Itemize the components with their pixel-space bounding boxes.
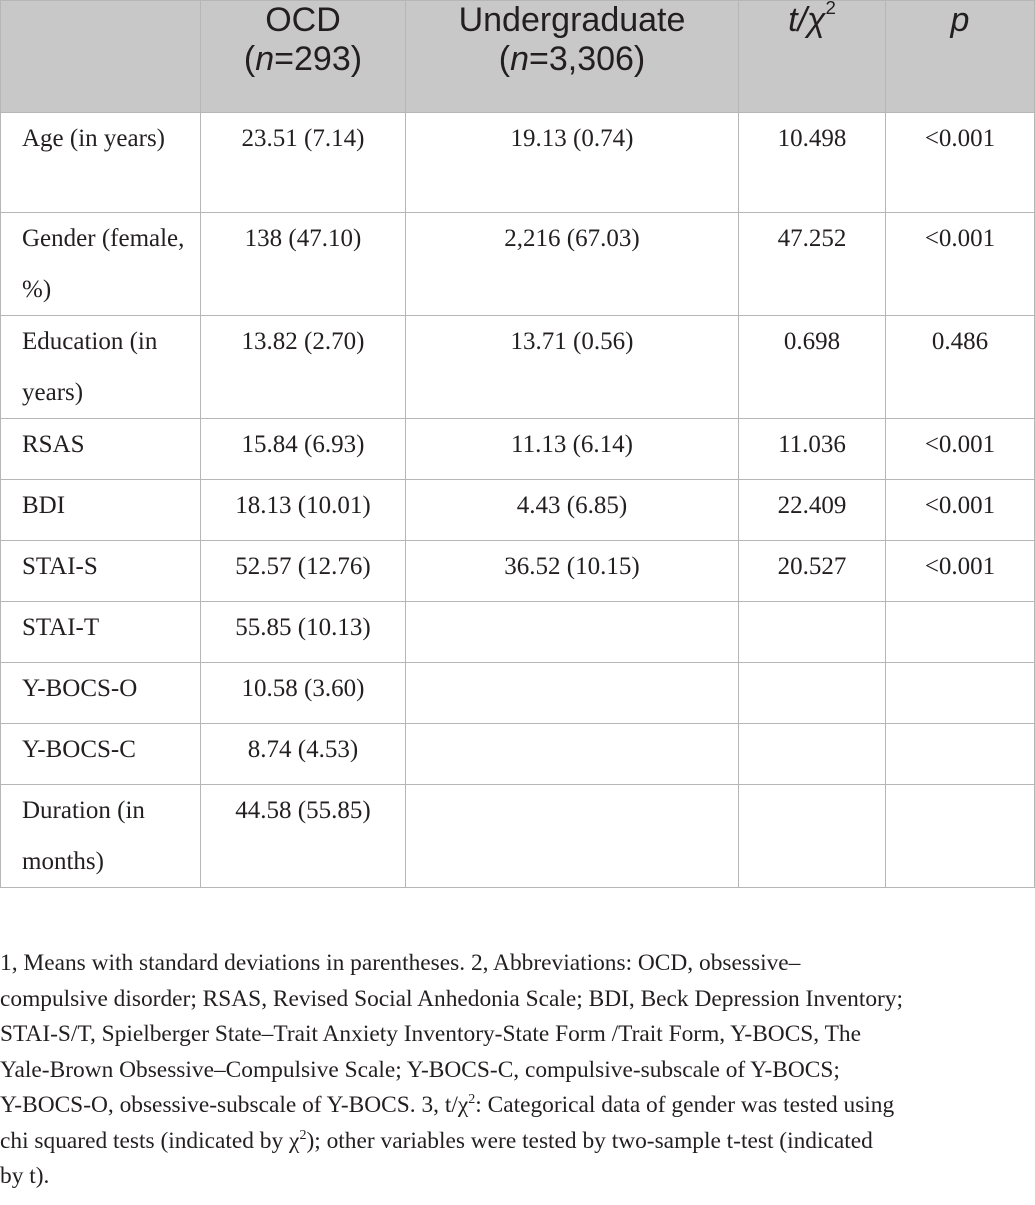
cell-undergraduate: 13.71 (0.56) xyxy=(406,316,739,419)
header-ocd-n-value: =293) xyxy=(274,40,363,78)
cell-ocd: 52.57 (12.76) xyxy=(201,541,406,602)
header-undergraduate xyxy=(406,1,739,113)
header-ug-n-value: =3,306) xyxy=(528,40,646,78)
cell-undergraduate: 36.52 (10.15) xyxy=(406,541,739,602)
header-ocd xyxy=(201,1,406,113)
cell-ocd: 8.74 (4.53) xyxy=(201,724,406,785)
row-label: Gender (female, %) xyxy=(1,213,201,316)
header-ocd-n-symbol: n xyxy=(255,40,275,78)
cell-undergraduate xyxy=(406,785,739,888)
cell-undergraduate xyxy=(406,724,739,785)
table-row xyxy=(1,480,1035,541)
table-row xyxy=(1,316,1035,419)
row-label: Age (in years) xyxy=(1,113,201,213)
table-row xyxy=(1,113,1035,213)
footnote-text: ); other variables were tested by two-sample t-test (indicated xyxy=(306,1127,873,1154)
table-footnote xyxy=(0,946,1030,1195)
table-header xyxy=(1,1,1035,113)
table-row xyxy=(1,785,1035,888)
header-ug-n xyxy=(406,40,738,79)
cell-ocd: 18.13 (10.01) xyxy=(201,480,406,541)
footnote-text: Y-BOCS-O, obsessive-subscale of Y-BOCS. 3, t/χ xyxy=(0,1092,469,1118)
cell-p: <0.001 xyxy=(886,213,1035,316)
cell-statistic: 20.527 xyxy=(739,541,886,602)
footnote-line: STAI-S/T, Spielberger State–Trait Anxiety Inventory-State Form /Trait Form, Y-BOCS, The xyxy=(0,1021,861,1047)
cell-undergraduate: 4.43 (6.85) xyxy=(406,480,739,541)
header-p xyxy=(886,1,1035,113)
table-row xyxy=(1,419,1035,480)
footnote-sup: 2 xyxy=(299,1126,307,1143)
footnote-line: Yale-Brown Obsessive–Compulsive Scale; Y-BOCS-C, compulsive-subscale of Y-BOCS; xyxy=(0,1056,840,1083)
header-p-label: p xyxy=(950,1,970,39)
cell-p xyxy=(886,602,1035,663)
table-row xyxy=(1,213,1035,316)
cell-undergraduate: 11.13 (6.14) xyxy=(406,419,739,480)
cell-statistic: 47.252 xyxy=(739,213,886,316)
cell-statistic xyxy=(739,724,886,785)
row-label: RSAS xyxy=(1,419,201,480)
cell-p: <0.001 xyxy=(886,541,1035,602)
header-ocd-n xyxy=(201,40,405,79)
header-ug-label: Undergraduate xyxy=(458,1,686,39)
row-label: STAI-S xyxy=(1,541,201,602)
cell-p: <0.001 xyxy=(886,480,1035,541)
cell-statistic: 0.698 xyxy=(739,316,886,419)
row-label: Education (in years) xyxy=(1,316,201,419)
cell-p: <0.001 xyxy=(886,419,1035,480)
cell-undergraduate: 19.13 (0.74) xyxy=(406,113,739,213)
cell-statistic: 10.498 xyxy=(739,113,886,213)
table-body xyxy=(1,113,1035,888)
row-label: Duration (in months) xyxy=(1,785,201,888)
footnote-line xyxy=(0,1088,1030,1124)
cell-ocd: 138 (47.10) xyxy=(201,213,406,316)
header-ug-n-open: ( xyxy=(498,40,511,78)
header-variable xyxy=(1,1,201,113)
cell-p xyxy=(886,724,1035,785)
table-row xyxy=(1,602,1035,663)
footnote-line: by t). xyxy=(0,1163,50,1189)
header-stat-sup: 2 xyxy=(825,0,836,19)
header-stat-label: t/χ xyxy=(788,1,826,39)
cell-undergraduate: 2,216 (67.03) xyxy=(406,213,739,316)
row-label: Y-BOCS-O xyxy=(1,663,201,724)
table-row xyxy=(1,541,1035,602)
cell-p xyxy=(886,785,1035,888)
header-ug-n-symbol: n xyxy=(510,40,529,78)
row-label: Y-BOCS-C xyxy=(1,724,201,785)
cell-statistic: 22.409 xyxy=(739,480,886,541)
cell-p: 0.486 xyxy=(886,316,1035,419)
cell-undergraduate xyxy=(406,663,739,724)
footnote-text: chi squared tests (indicated by χ xyxy=(0,1127,300,1154)
cell-ocd: 44.58 (55.85) xyxy=(201,785,406,888)
cell-ocd: 10.58 (3.60) xyxy=(201,663,406,724)
header-ocd-n-open: ( xyxy=(243,40,256,78)
cell-undergraduate xyxy=(406,602,739,663)
cell-statistic: 11.036 xyxy=(739,419,886,480)
cell-p: <0.001 xyxy=(886,113,1035,213)
cell-statistic xyxy=(739,785,886,888)
row-label: BDI xyxy=(1,480,201,541)
cell-statistic xyxy=(739,602,886,663)
cell-statistic xyxy=(739,663,886,724)
footnote-line xyxy=(0,1124,1030,1160)
cell-ocd: 13.82 (2.70) xyxy=(201,316,406,419)
header-row xyxy=(1,1,1035,113)
cell-p xyxy=(886,663,1035,724)
header-statistic xyxy=(739,1,886,113)
cell-ocd: 23.51 (7.14) xyxy=(201,113,406,213)
row-label: STAI-T xyxy=(1,602,201,663)
table-row xyxy=(1,663,1035,724)
footnote-sup: 2 xyxy=(468,1091,476,1108)
cell-ocd: 55.85 (10.13) xyxy=(201,602,406,663)
cell-ocd: 15.84 (6.93) xyxy=(201,419,406,480)
footnote-text: : Categorical data of gender was tested using xyxy=(475,1092,895,1118)
footnote-line: 1, Means with standard deviations in parentheses. 2, Abbreviations: OCD, obsessive– xyxy=(0,950,801,976)
table-row xyxy=(1,724,1035,785)
header-ocd-label: OCD xyxy=(265,1,341,39)
footnote-line: compulsive disorder; RSAS, Revised Social Anhedonia Scale; BDI, Beck Depression Inventory; xyxy=(0,985,903,1012)
